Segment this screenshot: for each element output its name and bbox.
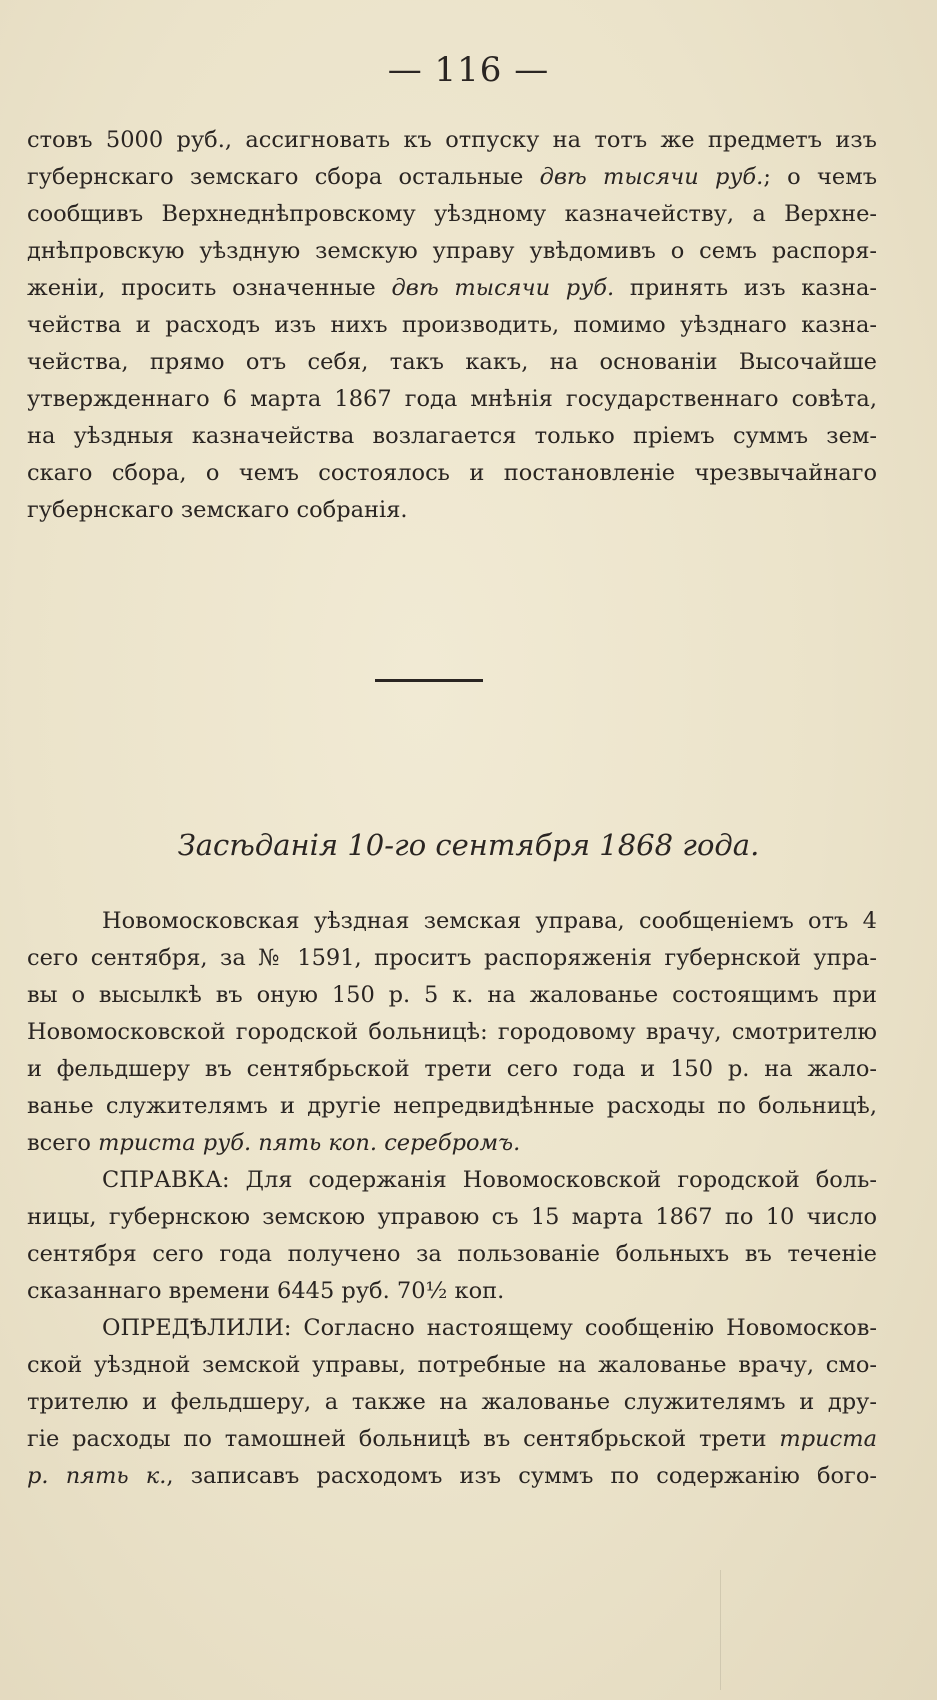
text-line: днѣпровскую уѣздную земскую управу увѣдомивъ о семъ распоря-	[27, 238, 877, 264]
text-line: и фельдшеру въ сентябрьской трети сего года и 150 р. на жало-	[27, 1056, 877, 1082]
text-line: гіе расходы по тамошней больницѣ въ сентябрьской трети триста	[27, 1426, 877, 1452]
text-line: сентября сего года получено за пользованіе больныхъ въ теченіе	[27, 1241, 877, 1267]
text-line: сказаннаго времени 6445 руб. 70½ коп.	[27, 1278, 505, 1304]
text-line: сего сентября, за № 1591, проситъ распоряженія губернской упра-	[27, 945, 877, 971]
paper-crease	[720, 1570, 721, 1690]
text-line: трителю и фельдшеру, а также на жалованье служителямъ и дру-	[27, 1389, 877, 1415]
text-line: ницы, губернскою земскою управою съ 15 марта 1867 по 10 число	[27, 1204, 877, 1230]
text-line: на уѣздныя казначейства возлагается только пріемъ суммъ зем-	[27, 423, 877, 449]
text-line: чейства, прямо отъ себя, такъ какъ, на основаніи Высочайше	[27, 349, 877, 375]
text-line: Новомосковской городской больницѣ: городовому врачу, смотрителю	[27, 1019, 877, 1045]
text-line: стовъ 5000 руб., ассигновать къ отпуску на тотъ же предметъ изъ	[27, 127, 877, 153]
text-line: губернскаго земскаго сбора остальные двѣ тысячи руб.; о чемъ	[27, 164, 878, 190]
text-line: СПРАВКА: Для содержанія Новомосковской городской боль-	[102, 1167, 877, 1193]
text-line: чейства и расходъ изъ нихъ производить, помимо уѣзднаго казна-	[27, 312, 877, 338]
text-line: утвержденнаго 6 марта 1867 года мнѣнія государственнаго совѣта,	[27, 386, 877, 412]
text-line: ОПРЕДѢЛИЛИ: Согласно настоящему сообщенію Новомосков-	[102, 1315, 877, 1341]
section-heading: Засѣданія 10-го сентября 1868 года.	[177, 828, 760, 862]
text-line: скаго сбора, о чемъ состоялось и постановленіе чрезвычайнаго	[27, 460, 877, 486]
text-line: ванье служителямъ и другіе непредвидѣнные расходы по больницѣ,	[27, 1093, 877, 1119]
text-line: вы о высылкѣ въ оную 150 р. 5 к. на жалованье состоящимъ при	[27, 982, 877, 1008]
text-line: р. пять к., записавъ расходомъ изъ суммъ по содержанію бого-	[27, 1463, 877, 1489]
text-line: женіи, просить означенные двѣ тысячи руб. принять изъ казна-	[27, 275, 878, 301]
text-line: Новомосковская уѣздная земская управа, сообщеніемъ отъ 4	[102, 908, 877, 934]
top-paragraph	[27, 122, 877, 529]
request-paragraph	[27, 903, 877, 1162]
reference-paragraph	[27, 1162, 877, 1310]
text-line: сообщивъ Верхнеднѣпровскому уѣздному казначейству, а Верхне-	[27, 201, 877, 227]
section-divider	[375, 679, 483, 682]
text-line: губернскаго земскаго собранія.	[27, 497, 408, 523]
decision-paragraph	[27, 1310, 877, 1495]
text-line: ской уѣздной земской управы, потребные на жалованье врачу, смо-	[27, 1352, 877, 1378]
page-number: — 116 —	[387, 50, 550, 90]
text-line: всего триста руб. пять коп. серебромъ.	[27, 1130, 521, 1156]
